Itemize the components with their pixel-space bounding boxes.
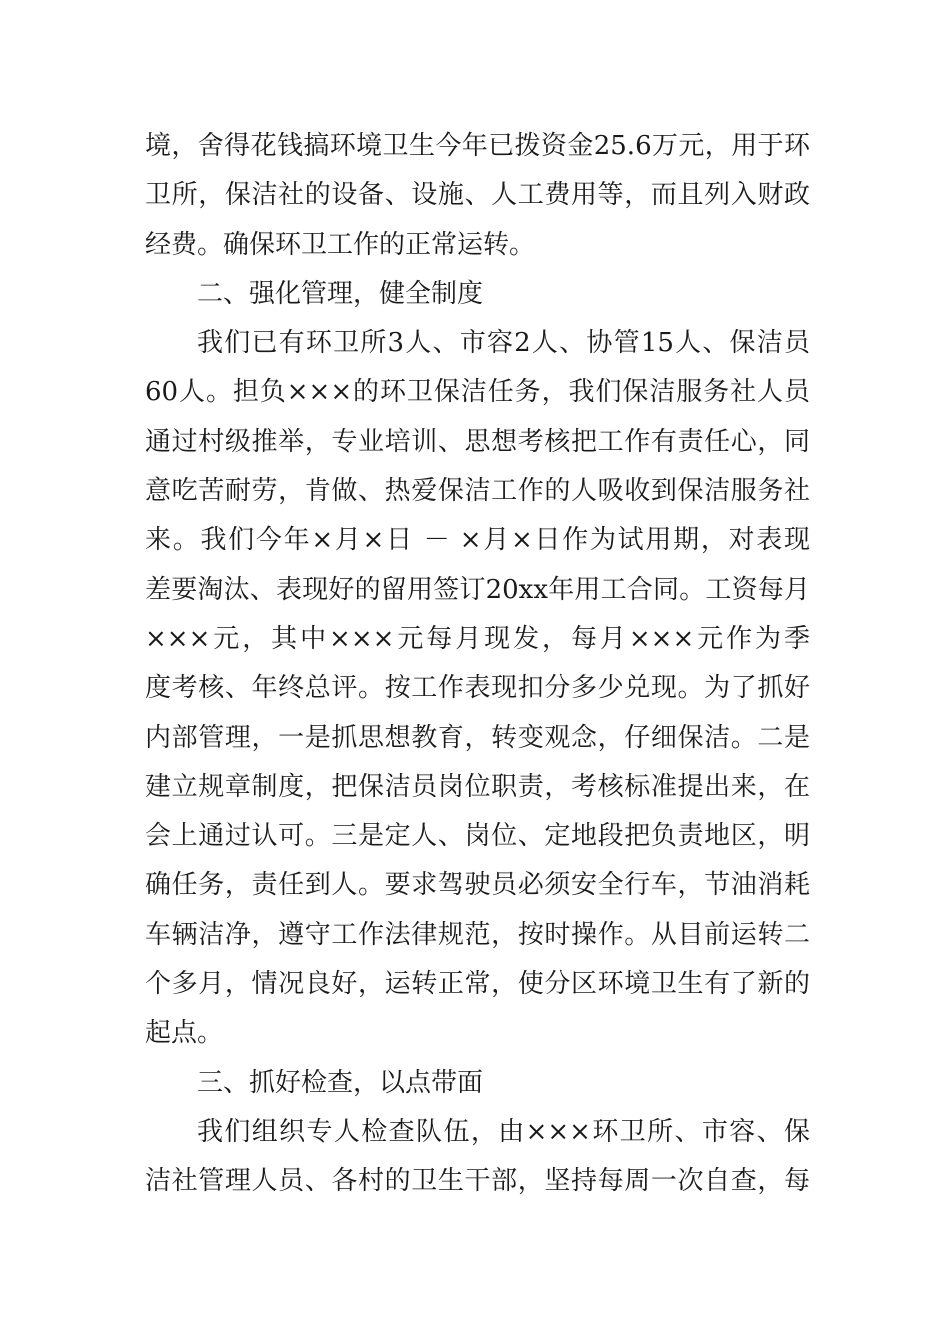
- text-line: 建立规章制度，把保洁员岗位职责，考核标准提出来，在: [145, 771, 810, 802]
- section-heading: 三、抓好检查，以点带面: [197, 1067, 484, 1098]
- text-line: 内部管理，一是抓思想教育，转变观念，仔细保洁。二是: [145, 722, 810, 753]
- text-line: 卫所，保洁社的设备、设施、人工费用等，而且列入财政: [145, 180, 810, 211]
- body-text: [145, 122, 810, 1207]
- text-line: 差要淘汰、表现好的留用签订20xx年用工合同。工资每月: [145, 574, 810, 605]
- text-line: 个多月，情况良好，运转正常，使分区环境卫生有了新的: [145, 969, 810, 1000]
- text-line: 境，舍得花钱搞环境卫生今年已拨资金25.6万元，用于环: [145, 131, 810, 161]
- text-line: 度考核、年终总评。按工作表现扣分多少兑现。为了抓好: [145, 673, 810, 704]
- text-line: 我们已有环卫所3人、市容2人、协管15人、保洁员: [197, 328, 810, 359]
- text-line: 60人。担负×××的环卫保洁任务，我们保洁服务社人员: [145, 377, 810, 408]
- text-line: 确任务，责任到人。要求驾驶员必须安全行车，节油消耗: [145, 870, 810, 901]
- text-line: ×××元，其中×××元每月现发，每月×××元作为季: [145, 623, 810, 654]
- text-line: 我们组织专人检查队伍，由×××环卫所、市容、保: [197, 1116, 810, 1147]
- text-line: 意吃苦耐劳，肯做、热爱保洁工作的人吸收到保洁服务社: [145, 476, 810, 507]
- text-line: 通过村级推举，专业培训、思想考核把工作有责任心，同: [145, 426, 810, 457]
- text-line: 来。我们今年×月×日 － ×月×日作为试用期，对表现: [145, 525, 810, 556]
- section-heading: 二、强化管理，健全制度: [197, 278, 484, 309]
- text-line: 经费。确保环卫工作的正常运转。: [145, 229, 536, 260]
- text-line: 洁社管理人员、各村的卫生干部，坚持每周一次自查，每: [145, 1166, 810, 1197]
- text-line: 车辆洁净，遵守工作法律规范，按时操作。从目前运转二: [145, 919, 810, 950]
- text-line: 起点。: [145, 1018, 224, 1049]
- text-line: 会上通过认可。三是定人、岗位、定地段把负责地区，明: [145, 821, 810, 852]
